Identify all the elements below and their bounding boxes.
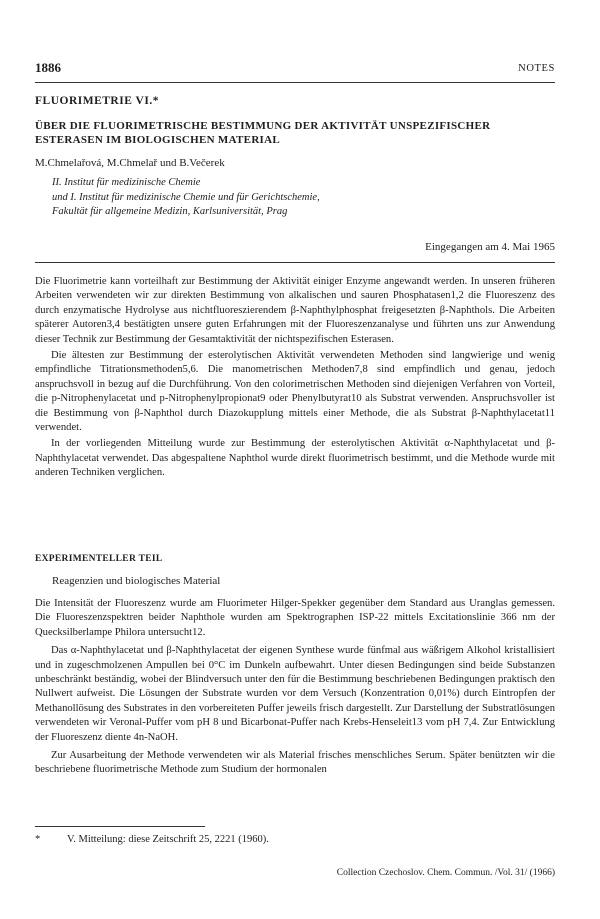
footnote xyxy=(35,834,269,845)
paragraph: Die ältesten zur Bestimmung der esterolytischen Aktivität verwendeten Methoden sind langwierige und wenig empfindliche Titrationsmethoden5,6. Die manometrischen Methoden7,8 sind empfindlich und genau, jedoch anspruchsvoll in bezug auf die Durchführung. Von den colorimetrischen Methoden sind diejenigen Verfahren von Vorteil, die p-Nitrophenylacetat und p-Nitrophenylpropionat9 oder Phenylbutyrat10 als Substrat verwenden. Anspruchsvoller ist die Bestimmung von β-Naphthol durch Diazokupplung mittels einer Methode, die als Substrat β-Naphthylacetat11 verwendet. xyxy=(35,350,555,434)
paragraph: Die Fluorimetrie kann vorteilhaft zur Bestimmung der Aktivität einiger Enzyme angewandt werden. In unseren früheren Arbeiten verwendeten wir zur direkten Bestimmung von alkalischen und sauren Phosphatasen1,2 die Fluoreszenz des durch enzymatische Hydrolyse aus nichtfluoreszierendem β-Naphthylphosphat freigesetzten β-Naphthols. Die Arbeiten späterer Autoren3,4 bestätigten unsere guten Erfahrungen mit der Fluoreszenzanalyse und führten uns zur Anwendung dieser Technik zur Bestimmung der Gesamtaktivität der nichtspezifischen Esterasen. xyxy=(35,276,555,345)
authors: M.Chmelařová, M.Chmelař und B.Večerek xyxy=(35,157,225,169)
header-rule xyxy=(35,82,555,83)
page-header xyxy=(35,60,555,82)
affiliation-line: Fakultät für allgemeine Medizin, Karlsuniversität, Prag xyxy=(52,206,288,217)
experimental-text xyxy=(35,597,555,778)
paragraph: In der vorliegenden Mitteilung wurde zur Bestimmung der esterolytischen Aktivität α-Naphthylacetat und β-Naphthylacetat verwendet. Das abgespaltene Naphthol wurde direkt fluorimetrisch bestimmt, und die Methode wurde mit anderen Techniken verglichen. xyxy=(35,438,555,479)
section-label: NOTES xyxy=(518,63,555,74)
affiliation-line: und I. Institut für medizinische Chemie und für Gerichtschemie, xyxy=(52,191,320,203)
footnote-text: V. Mitteilung: diese Zeitschrift 25, 2221 (1960). xyxy=(67,834,269,845)
affiliations xyxy=(52,176,532,220)
subsection-heading: Reagenzien und biologisches Material xyxy=(52,575,221,587)
paragraph: Zur Ausarbeitung der Methode verwendeten wir als Material frisches menschliches Serum. Später benützten wir die beschriebene fluorimetrische Methode zum Studium der hormonalen xyxy=(35,750,555,776)
paragraph: Das α-Naphthylacetat und β-Naphthylacetat der eigenen Synthese wurde fünfmal aus wäßrigem Alkohol kristallisiert und in zugeschmolzenen Ampullen bei 0°C im Dunkeln aufbewahrt. Unter diesen Bedingungen sind beide Substanzen unbeschränkt beständig, wobei der Blindversuch unter den für die Bestimmung beschriebenen Bedingungen praktisch den Nullwert aufweist. Die Lösungen der Substrate wurden vor dem Versuch (Konzentration 0,01%) durch Eintropfen der Methanollösung des Substrates in den vorbereiteten Puffer jeweils frisch dargestellt. Zur Darstellung der Substratlösungen verwendeten wir Veronal-Puffer vom pH 8 und Bicarbonat-Puffer nach Krebs-Henseleit13 vom pH 7,4. Zur Entwicklung der Fluoreszenz diente 4n-NaOH. xyxy=(35,645,555,743)
section-heading: EXPERIMENTELLER TEIL xyxy=(35,554,163,564)
page-number: 1886 xyxy=(35,60,61,75)
paragraph: Die Intensität der Fluoreszenz wurde am Fluorimeter Hilger-Spekker gegenüber dem Standard aus Uranglas gemessen. Die Fluoreszenzspektren beider Naphthole wurden am Spektrographen ISP-22 mittels Excitationslinie 366 nm der Quecksilberlampe Philora untersucht12. xyxy=(35,598,555,638)
section-rule xyxy=(35,262,555,263)
series-title: FLUORIMETRIE VI.* xyxy=(35,95,159,107)
intro-text xyxy=(35,275,555,481)
received-date: Eingegangen am 4. Mai 1965 xyxy=(425,241,555,253)
footnote-mark: * xyxy=(35,834,41,845)
affiliation-line: II. Institut für medizinische Chemie xyxy=(52,177,201,188)
journal-footer: Collection Czechoslov. Chem. Commun. /Vol. 31/ (1966) xyxy=(336,868,555,878)
article-title: ÜBER DIE FLUORIMETRISCHE BESTIMMUNG DER AKTIVITÄT UNSPEZIFISCHER ESTERASEN IM BIOLOGISCHEN MATERIAL xyxy=(35,120,491,146)
footnote-rule xyxy=(35,826,205,827)
